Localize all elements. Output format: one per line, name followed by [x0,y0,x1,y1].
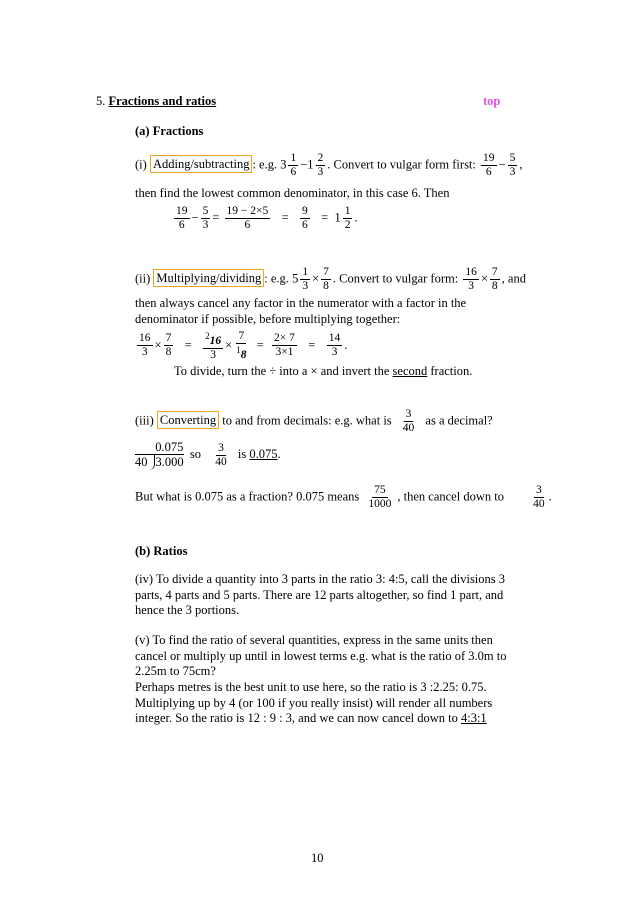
mixed-whole: 1 [334,210,341,225]
fraction: $\frac{1}{3}$ [302,266,309,292]
item-i-label: (i) [135,157,147,172]
fraction: $\frac{3}{40}$ [215,441,227,468]
ratios-heading: (b) Ratios [135,544,188,558]
item-i-calc: $\frac{19}{6}$ − $\frac{5}{3}$ = $\frac{19 - 2\times 5}{6}$ = $\frac{9}{6}$ = 1 $\frac{1}{2}$ . [176,205,358,231]
fraction: $\frac{7}{8}$ [323,266,329,292]
fraction: $\frac{75}{1000}$ [368,484,392,510]
fraction: $\frac{14}{3}$ [328,332,341,359]
fraction: $\frac{16}{3}$ [465,266,477,292]
fraction: $\frac{19}{6}$ [483,152,495,178]
item-ii-line1: (ii) Multiplying/dividing : e.g. 5 $\frac{1}{3}$ × $\frac{7}{8}$ . Convert to vulgar form: $\frac{16}{3}$ × $\frac{7}{8}$ , and [135,266,526,292]
section-header [96,94,216,109]
fraction: $\frac{5}{3}$ [509,152,516,178]
keyword-converting: Converting [157,411,219,429]
fraction: $\frac{7}{8}$ [165,332,172,359]
fraction: $\frac{2}{3}$ [317,152,324,178]
section-number: 5. [96,94,106,108]
item-iii-long-division: 0.075 40 3.000 so $\frac{3}{40}$ is 0.075. [135,440,281,469]
ratio-answer: 4:3:1 [460,711,487,725]
keyword-multiplying-dividing: Multiplying/dividing [153,269,264,287]
ratios-v-paragraph: (v) To find the ratio of several quantities, express in the same units then cancel or multiply up until in lowest terms e.g. what is the ratio of 3.0m to 2.25m to 75cm? [135,633,507,678]
item-ii-line3: denominator if possible, before multiplying together: [135,312,401,326]
item-iii-label: (iii) [135,413,154,428]
item-ii-and: , and [501,271,526,286]
fraction: $\frac{5}{3}$ [202,205,209,231]
item-iii-line1: (iii) Converting to and from decimals: e.g. what is $\frac{3}{40}$ as a decimal? [135,408,493,434]
item-i-line1: (i) Adding/subtracting : e.g. 3 $\frac{1}{6}$ −1 $\frac{2}{3}$ . Convert to vulgar form first: $\frac{19}{6}$ − $\frac{5}{3}$ , [135,152,523,178]
fraction: $\frac{1}{2}$ [344,205,351,231]
item-ii-calc: $\frac{16}{3}$ × $\frac{7}{8}$ = $\frac{^216}{3}$ × $\frac{7}{^18}$ = $\frac{2\times 7}{3\times 1}$ = $\frac{14}{3}$ . [139,330,348,361]
item-i-line2: then find the lowest common denominator, in this case 6. Then [135,186,450,200]
section-title: Fractions and ratios [108,94,217,108]
fraction: $\frac{2\times 7}{3\times 1}$ [274,332,295,359]
eg-text: : e.g. [252,157,278,172]
fraction-cancelled: $\frac{7}{^18}$ [236,330,247,361]
fraction: $\frac{1}{6}$ [290,152,297,178]
fraction-cancelled: $\frac{^216}{3}$ [205,331,222,361]
item-ii-label: (ii) [135,271,151,286]
page-number: 10 [311,851,324,865]
ratios-v-extra: Perhaps metres is the best unit to use here, so the ratio is 3 :2.25: 0.75. Multiplying up by 4 (or 100 if you really insist) will render all numbers integer. So the ratio is 12 : 9 : 3, and we can now cancel down to 4:3:1 [135,680,493,725]
long-division: 0.075 40 3.000 [135,440,184,469]
keyword-adding-subtracting: Adding/subtracting [150,155,253,173]
item-i-text: . Convert to vulgar form first: [327,157,476,172]
fraction: $\frac{3}{40}$ [533,484,545,510]
fractions-heading: (a) Fractions [135,124,204,138]
fraction: $\frac{9}{6}$ [302,205,308,231]
fraction: $\frac{3}{40}$ [402,408,415,434]
fraction: $\frac{7}{8}$ [491,266,498,292]
mixed-whole: 3 [280,157,287,172]
fraction: $\frac{19 - 2\times 5}{6}$ [226,205,269,231]
ratios-iv-paragraph: (iv) To divide a quantity into 3 parts in the ratio 3: 4:5, call the divisions 3 parts, 4 parts and 5 parts. There are 12 parts altogether, so find 1 part, and hence the 3 portions. [135,572,506,617]
item-iii-line3: But what is 0.075 as a fraction? 0.075 means $\frac{75}{1000}$ , then cancel down to $\frac{3}{40}$ . [135,484,552,510]
fraction: $\frac{19}{6}$ [176,205,188,231]
fraction: $\frac{16}{3}$ [139,332,151,359]
mixed-whole: 5 [292,271,299,286]
top-link[interactable]: top [483,94,501,108]
item-ii-divide-note: To divide, turn the ÷ into a × and invert the second fraction. [174,364,473,378]
mixed-whole: 1 [307,157,314,172]
item-ii-text: . Convert to vulgar form: [332,271,459,286]
eg-text: : e.g. [264,271,289,286]
operator: − [300,157,308,172]
item-ii-line2: then always cancel any factor in the numerator with a factor in the [135,296,467,310]
operator: × [312,271,320,286]
